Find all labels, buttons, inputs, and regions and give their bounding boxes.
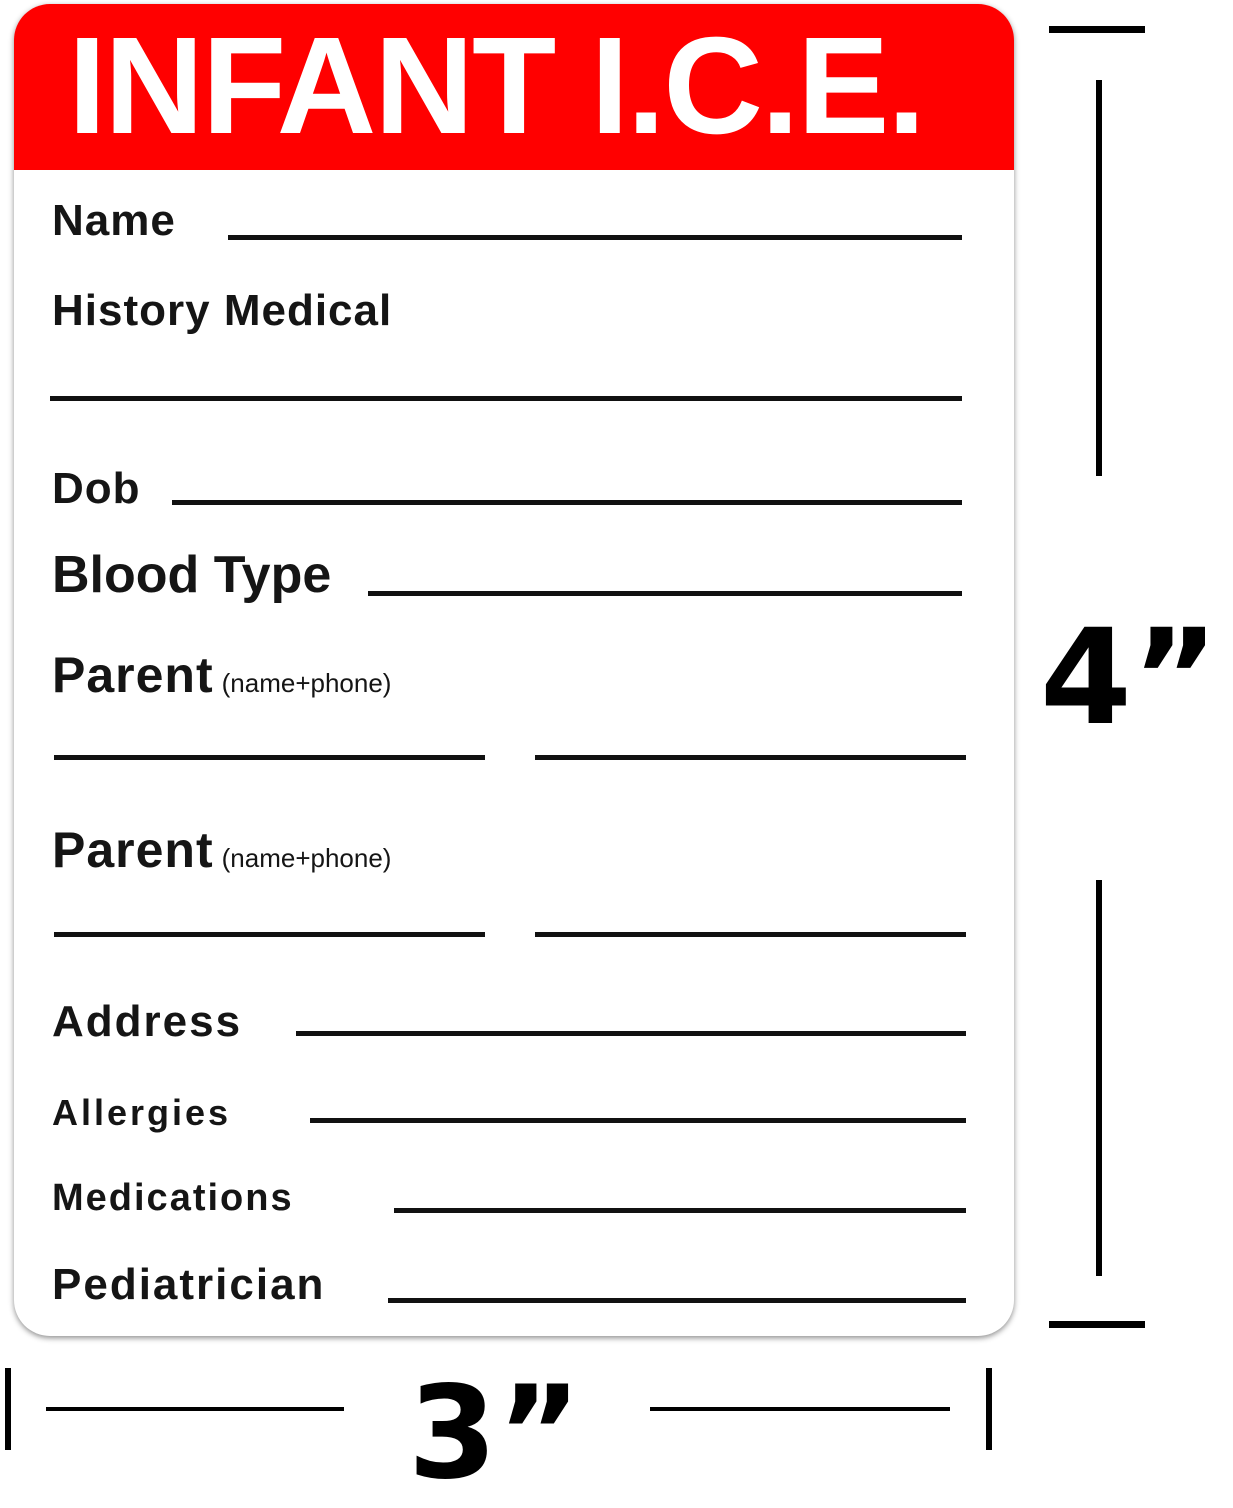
width-label: 3”	[408, 1359, 582, 1508]
dob-line[interactable]	[172, 500, 962, 505]
allergies-label: Allergies	[52, 1092, 232, 1133]
medications-line[interactable]	[394, 1208, 966, 1213]
medications-label: Medications	[52, 1177, 294, 1219]
pediatrician-line[interactable]	[388, 1298, 966, 1303]
height-bottom-tick	[1049, 1321, 1145, 1328]
parent-1-hint: (name+phone)	[221, 668, 392, 698]
parent-2-phone-line[interactable]	[535, 932, 966, 937]
parent-1-phone-line[interactable]	[535, 755, 966, 760]
parent-1-label	[52, 646, 391, 704]
name-line[interactable]	[228, 235, 962, 240]
height-upper-line	[1096, 80, 1102, 476]
parent-1-text: Parent	[52, 647, 214, 703]
height-top-tick	[1049, 26, 1145, 33]
history-medical-label: History Medical	[52, 286, 393, 335]
card-title: INFANT I.C.E.	[68, 9, 924, 163]
history-medical-line[interactable]	[50, 396, 962, 401]
dob-label: Dob	[52, 464, 141, 513]
height-lower-line	[1096, 880, 1102, 1276]
parent-2-name-line[interactable]	[54, 932, 485, 937]
blood-type-label: Blood Type	[52, 546, 332, 604]
parent-1-name-line[interactable]	[54, 755, 485, 760]
name-label: Name	[52, 196, 176, 245]
parent-2-hint: (name+phone)	[221, 843, 392, 873]
pediatrician-label: Pediatrician	[52, 1260, 326, 1309]
allergies-line[interactable]	[310, 1118, 966, 1123]
width-left-tick	[5, 1368, 11, 1450]
ice-card	[14, 4, 1014, 1336]
parent-2-label	[52, 821, 391, 879]
blood-type-line[interactable]	[368, 591, 962, 596]
width-right-tick	[986, 1368, 992, 1450]
parent-2-text: Parent	[52, 822, 214, 878]
card-header	[14, 4, 1014, 170]
address-line[interactable]	[296, 1031, 966, 1036]
width-left-line	[46, 1407, 344, 1411]
address-label: Address	[52, 997, 243, 1046]
height-label: 4”	[1040, 601, 1219, 755]
width-right-line	[650, 1407, 950, 1411]
